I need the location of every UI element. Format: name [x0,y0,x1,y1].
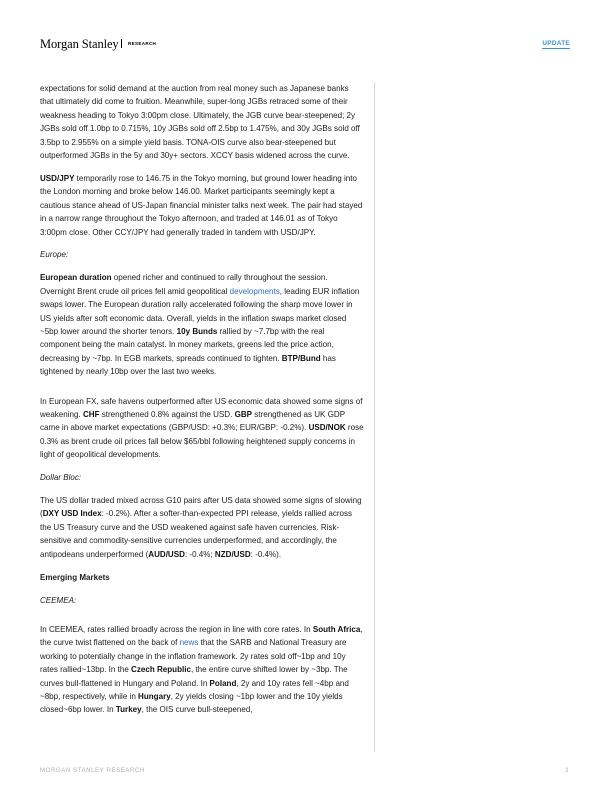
main-text [40,82,364,726]
subheading-dollar-bloc: Dollar Bloc: [40,473,82,483]
paragraph: expectations for solid demand at the auction from real money such as Japanese banks that ultimately did come to fruition. Meanwhile, super-long JGBs retraced some of their weakness heading to Tokyo 3:00pm close. Ultimately, the JGB curve bear-steepened; 2y JGBs sold off 1.0bp to 0.715%, 10y JGBs sold off 2.5bp to 1.475%, and 30y JGBs sold off 3.5bp to 2.955% on a simple yield basis. TONA-OIS curve also bear-steepened but outperformed JGBs in the 5y and 30y+ sectors. XCCY basis widened across the curve. [40,84,360,161]
page-number: 3 [565,767,569,774]
paragraph: The US dollar traded mixed across G10 pairs after US data showed some signs of slowing (DXY USD Index: -0.2%). After a softer-than-expected PPI release, yields rallied across the US Treasury curve and the USD weakened against safe haven currencies. Risk-sensitive and commodity-sensitive currencies underperformed, and accordingly, the antipodeans underperformed (AUD/USD: -0.4%; NZD/USD: -0.4%). [40,496,362,559]
developments-link[interactable]: developments [229,286,280,296]
column-divider [374,82,375,752]
news-link[interactable]: news [179,638,199,648]
header-divider [121,39,122,48]
brand-logo: Morgan Stanley [40,37,119,51]
paragraph: In CEEMEA, rates rallied broadly across the region in line with core rates. In South Africa, the curve twist flattened on the back of news that the SARB and National Treasury are working to potentially change in the inflation framework. 2y rates sold off~1bp and 10y rates rallied~13bp. In the Czech Republic, the entire curve shifted lower by ~3bp. The curves bull-flattened in Hungary and Poland. In Poland, 2y and 10y rates fell ~4bp and ~8bp, respectively, while in Hungary, 2y yields closing ~1bp lower and the 10y yields closed~6bp lower. In Turkey, the OIS curve bull-steepened, [40,624,363,715]
subheading-europe: Europe: [40,250,69,260]
section-heading-emerging-markets: Emerging Markets [40,572,110,582]
footer-brand: MORGAN STANLEY RESEARCH [40,767,145,774]
paragraph: European duration opened richer and continued to rally throughout the session. Overnight Brent crude oil prices fell amid geopolitical developments, leading EUR inflation swaps lower. The European duration rally accelerated following the sharp move lower in US yields after soft economic data. Overall, yields in the inflation swaps market closed ~5bp lower around the shorter tenors. 10y Bunds rallied by ~7.7bp with the real component being the main catalyst. In money markets, greens led the price action, decreasing by ~7bp. In EGB markets, spreads continued to tighten. BTP/Bund has tightened by nearly 10bp over the last two weeks. [40,273,360,377]
page-header [40,36,572,52]
section-label: RESEARCH [128,41,157,46]
paragraph: In European FX, safe havens outperformed after US economic data showed some signs of weakening. CHF strengthened 0.8% against the USD. GBP strengthened as UK GDP came in above market expectations (GBP/USD: +0.3%; EUR/GBP: -0.2%). USD/NOK rose 0.3% as brent crude oil prices fall below $65/bbl following heightened supply concerns in light of geopolitical developments. [40,396,364,460]
paragraph: USD/JPY temporarily rose to 146.75 in the Tokyo morning, but ground lower heading into the London morning and broke below 146.00. Market participants seemingly kept a cautious stance ahead of US-Japan financial minister talks next week. The pair had stayed in a narrow range throughout the Tokyo afternoon, and traded at 146.01 as of Tokyo 3:00pm close. Other CCY/JPY had generally traded in tandem with USD/JPY. [40,173,363,237]
update-tag[interactable]: UPDATE [542,40,570,47]
subheading-ceemea: CEEMEA: [40,595,77,605]
